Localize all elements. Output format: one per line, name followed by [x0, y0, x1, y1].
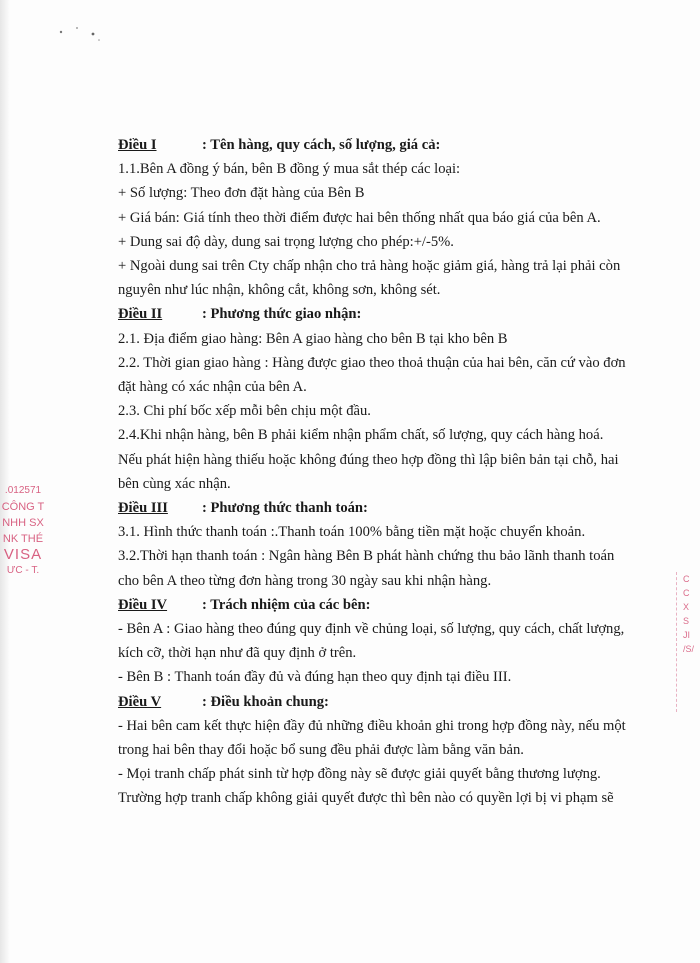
stamp-line: .012571	[4, 485, 42, 496]
article-number: Điều I	[118, 137, 157, 153]
stamp-line: ƯC - T.	[6, 565, 40, 576]
body-line: 3.2.Thời hạn thanh toán : Ngân hàng Bên B phát hành chứng thu bảo lãnh thanh toán	[118, 548, 615, 565]
body-line: Trường hợp tranh chấp không giải quyết được thì bên nào có quyền lợi bị vi phạm sẽ	[118, 790, 614, 807]
body-line: Nếu phát hiện hàng thiếu hoặc không đúng theo hợp đồng thì lập biên bản tại chỗ, hai	[118, 451, 619, 468]
body-line: đặt hàng có xác nhận của bên A.	[118, 379, 307, 396]
body-line: 2.1. Địa điểm giao hàng: Bên A giao hàng cho bên B tại kho bên B	[118, 330, 508, 347]
stamp-line: X	[683, 602, 690, 612]
section-heading	[118, 133, 658, 157]
section-title: : Tên hàng, quy cách, số lượng, giá cả:	[202, 137, 441, 153]
section-title: : Phương thức thanh toán:	[202, 500, 368, 517]
stamp-line: NHH SX	[2, 517, 44, 529]
body-line: kích cỡ, thời hạn như đã quy định ở trên.	[118, 645, 357, 662]
stamp-line: NK THÉ	[2, 533, 44, 545]
body-line: nguyên như lúc nhận, không cắt, không sơn, không sét.	[118, 282, 441, 299]
body-line: + Giá bán: Giá tính theo thời điểm được hai bên thống nhất qua báo giá của bên A.	[118, 209, 601, 226]
body-line: 2.3. Chi phí bốc xếp mỗi bên chịu một đầu.	[118, 403, 371, 420]
contract-body	[118, 133, 658, 811]
section-heading	[118, 496, 658, 520]
article-number: Điều IV	[118, 596, 168, 613]
stamp-line: VISA	[3, 546, 43, 563]
stamp-line: C	[683, 588, 690, 598]
section-heading	[118, 593, 658, 617]
body-line: 2.4.Khi nhận hàng, bên B phải kiểm nhận phẩm chất, số lượng, quy cách hàng hoá.	[118, 427, 604, 444]
section-heading	[118, 690, 658, 714]
article-number: Điều V	[118, 693, 162, 710]
body-line: 3.1. Hình thức thanh toán :.Thanh toán 100% bằng tiền mặt hoặc chuyển khoản.	[118, 524, 586, 541]
section-title: : Điều khoản chung:	[202, 693, 329, 710]
section-heading	[118, 302, 658, 326]
body-line: bên cùng xác nhận.	[118, 475, 231, 492]
body-line: + Dung sai độ dày, dung sai trọng lượng cho phép:+/-5%.	[118, 233, 454, 250]
body-line: + Ngoài dung sai trên Cty chấp nhận cho trả hàng hoặc giảm giá, hàng trả lại phải còn	[118, 258, 621, 275]
article-number: Điều III	[118, 500, 168, 517]
body-line: 2.2. Thời gian giao hàng : Hàng được giao theo thoả thuận của hai bên, căn cứ vào đơn	[118, 354, 626, 371]
body-line: trong hai bên thay đổi hoặc bổ sung đều phải được làm bằng văn bản.	[118, 742, 524, 759]
article-number: Điều II	[118, 306, 163, 323]
scan-edge	[0, 0, 10, 963]
body-line: + Số lượng: Theo đơn đặt hàng của Bên B	[118, 185, 365, 202]
stamp-line: JI	[683, 630, 691, 640]
stamp-line: /S/	[683, 644, 695, 654]
stamp-line: S	[683, 616, 690, 626]
company-stamp-left	[0, 483, 54, 601]
stamp-line: CÔNG T	[1, 501, 45, 513]
body-line: - Mọi tranh chấp phát sinh từ hợp đồng này sẽ được giải quyết bằng thương lượng.	[118, 766, 601, 783]
body-line: - Bên A : Giao hàng theo đúng quy định về chủng loại, số lượng, quy cách, chất lượng,	[118, 621, 625, 638]
body-line: 1.1.Bên A đồng ý bán, bên B đồng ý mua sắt thép các loại:	[118, 161, 461, 178]
body-line: - Hai bên cam kết thực hiện đầy đủ những điều khoản ghi trong hợp đồng này, nếu một	[118, 717, 626, 734]
section-title: : Trách nhiệm của các bên:	[202, 596, 371, 613]
body-line: - Bên B : Thanh toán đầy đủ và đúng hạn theo quy định tại điều III.	[118, 669, 512, 686]
body-line: cho bên A theo từng đơn hàng trong 30 ngày sau khi nhận hàng.	[118, 572, 492, 589]
section-title: : Phương thức giao nhận:	[202, 306, 362, 323]
company-stamp-right	[676, 572, 700, 712]
scan-specks	[55, 20, 115, 50]
stamp-line: C	[683, 574, 690, 584]
